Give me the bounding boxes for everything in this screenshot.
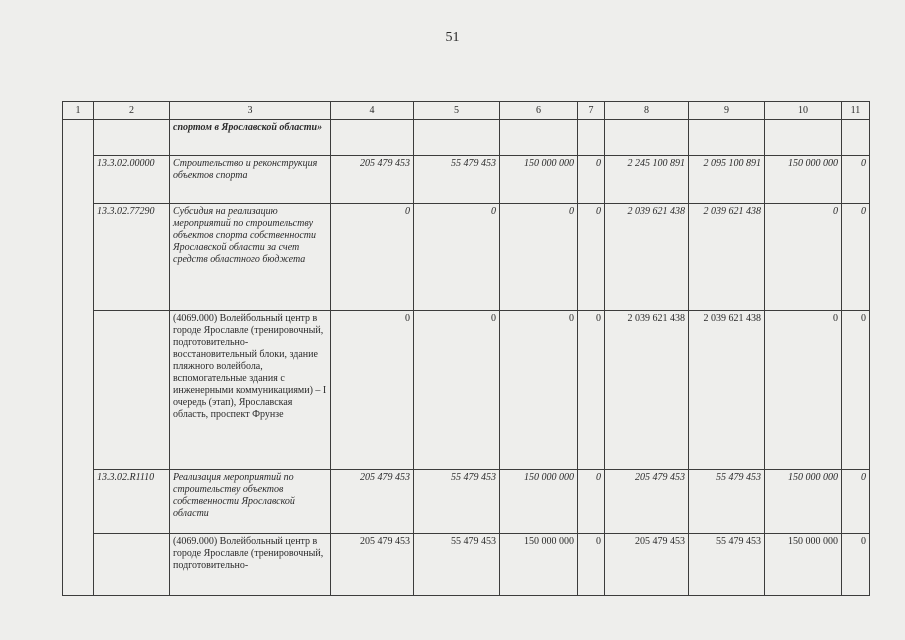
cell-col5: 55 479 453: [414, 470, 500, 534]
row-code: 13.3.02.77290: [94, 204, 170, 311]
cell-col11: 0: [842, 156, 870, 204]
cell-col10: 150 000 000: [765, 156, 842, 204]
header-cell: 3: [170, 102, 331, 120]
cell-col11: [842, 120, 870, 156]
cell-col9: [689, 120, 765, 156]
cell-col8: 2 039 621 438: [605, 204, 689, 311]
cell-col6: 150 000 000: [500, 534, 578, 596]
row-name: Строительство и реконструкция объектов спорта: [170, 156, 331, 204]
header-cell: 7: [578, 102, 605, 120]
cell-col8: [605, 120, 689, 156]
cell-col8: 205 479 453: [605, 470, 689, 534]
cell-col9: 55 479 453: [689, 470, 765, 534]
row-name: Субсидия на реализацию мероприятий по строительству объектов спорта собственности Ярославской области за счет средств областного бюджета: [170, 204, 331, 311]
cell-col6: 150 000 000: [500, 470, 578, 534]
page-number: 51: [445, 30, 460, 45]
cell-col8: 205 479 453: [605, 534, 689, 596]
header-cell: 8: [605, 102, 689, 120]
table-row: [63, 470, 870, 534]
table-row: [63, 311, 870, 470]
cell-col9: 55 479 453: [689, 534, 765, 596]
cell-col4: [331, 120, 414, 156]
cell-col10: 150 000 000: [765, 534, 842, 596]
col1-merged-cell: [63, 120, 94, 596]
budget-table: [62, 101, 870, 596]
header-cell: 6: [500, 102, 578, 120]
header-cell: 10: [765, 102, 842, 120]
header-cell: 1: [63, 102, 94, 120]
header-cell: 5: [414, 102, 500, 120]
cell-col4: 205 479 453: [331, 534, 414, 596]
row-name: (4069.000) Волейбольный центр в городе Ярославле (тренировочный, подготовительно-восстановительный блоки, здание пляжного волейбола, вспомогательные здания с инженерными коммуникациями) – I очередь (этап), Ярославская область, проспект Фрунзе: [170, 311, 331, 470]
row-code: 13.3.02.00000: [94, 156, 170, 204]
cell-col7: 0: [578, 156, 605, 204]
cell-col7: 0: [578, 311, 605, 470]
row-code: [94, 534, 170, 596]
cell-col10: [765, 120, 842, 156]
cell-col7: 0: [578, 470, 605, 534]
row-code: 13.3.02.R1110: [94, 470, 170, 534]
cell-col5: 0: [414, 311, 500, 470]
cell-col4: 205 479 453: [331, 470, 414, 534]
row-name: (4069.000) Волейбольный центр в городе Ярославле (тренировочный, подготовительно-: [170, 534, 331, 596]
header-cell: 2: [94, 102, 170, 120]
cell-col5: 55 479 453: [414, 534, 500, 596]
cell-col4: 0: [331, 204, 414, 311]
table-row: [63, 204, 870, 311]
cell-col4: 205 479 453: [331, 156, 414, 204]
cell-col5: 0: [414, 204, 500, 311]
cell-col5: [414, 120, 500, 156]
table-row: [63, 534, 870, 596]
cell-col7: [578, 120, 605, 156]
cell-col11: 0: [842, 534, 870, 596]
table-header-row: [63, 102, 870, 120]
cell-col5: 55 479 453: [414, 156, 500, 204]
header-cell: 11: [842, 102, 870, 120]
table-row: [63, 156, 870, 204]
cell-col4: 0: [331, 311, 414, 470]
cell-col10: 0: [765, 204, 842, 311]
row-name: Реализация мероприятий по строительству объектов собственности Ярославской области: [170, 470, 331, 534]
cell-col6: [500, 120, 578, 156]
cell-col11: 0: [842, 311, 870, 470]
cell-col10: 150 000 000: [765, 470, 842, 534]
header-cell: 9: [689, 102, 765, 120]
cell-col6: 150 000 000: [500, 156, 578, 204]
cell-col11: 0: [842, 470, 870, 534]
row-name: спортом в Ярославской области»: [170, 120, 331, 156]
cell-col8: 2 039 621 438: [605, 311, 689, 470]
row-code: [94, 311, 170, 470]
table-row: [63, 120, 870, 156]
header-cell: 4: [331, 102, 414, 120]
cell-col8: 2 245 100 891: [605, 156, 689, 204]
cell-col10: 0: [765, 311, 842, 470]
cell-col6: 0: [500, 311, 578, 470]
cell-col6: 0: [500, 204, 578, 311]
cell-col7: 0: [578, 204, 605, 311]
row-code: [94, 120, 170, 156]
cell-col11: 0: [842, 204, 870, 311]
cell-col9: 2 095 100 891: [689, 156, 765, 204]
cell-col9: 2 039 621 438: [689, 311, 765, 470]
cell-col7: 0: [578, 534, 605, 596]
cell-col9: 2 039 621 438: [689, 204, 765, 311]
